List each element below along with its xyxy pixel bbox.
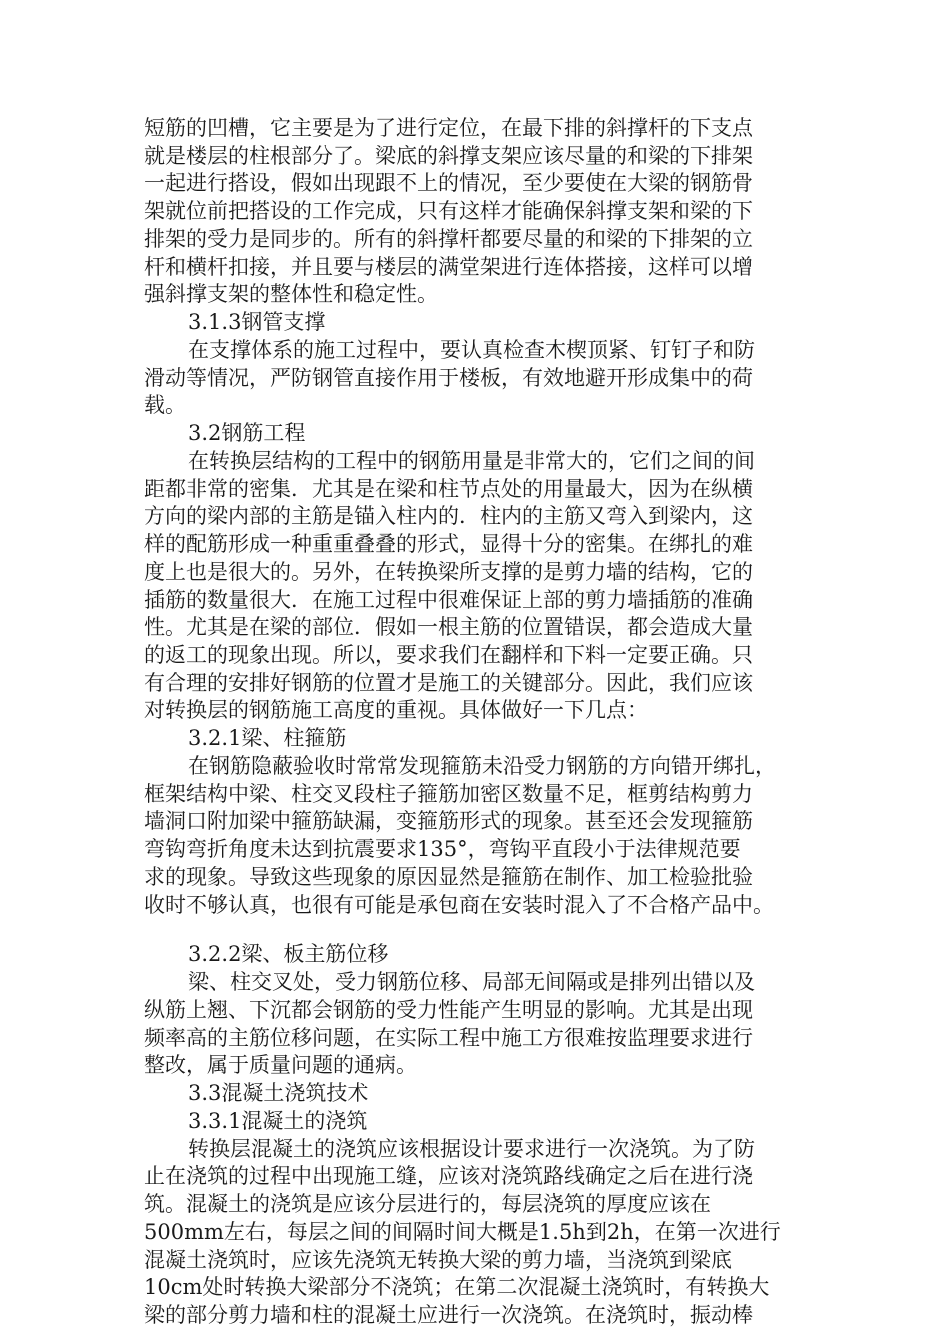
text-line: 强斜撑支架的整体性和稳定性。 bbox=[144, 282, 438, 306]
text-line: 墙洞口附加梁中箍筋缺漏，变箍筋形式的现象。甚至还会发现箍筋 bbox=[144, 809, 753, 833]
text-line: 度上也是很大的。另外，在转换梁所支撑的是剪力墙的结构，它的 bbox=[144, 560, 753, 584]
text-line: 混凝土浇筑时，应该先浇筑无转换大梁的剪力墙，当浇筑到梁底 bbox=[144, 1248, 732, 1272]
text-line: 频率高的主筋位移问题，在实际工程中施工方很难按监理要求进行 bbox=[144, 1026, 753, 1050]
text-line: 止在浇筑的过程中出现施工缝，应该对浇筑路线确定之后在进行浇 bbox=[144, 1164, 753, 1188]
paragraph-first-line: 在钢筋隐蔽验收时常常发现箍筋未沿受力钢筋的方向错开绑扎， bbox=[188, 754, 776, 778]
text-line: 插筋的数量很大．在施工过程中很难保证上部的剪力墙插筋的准确 bbox=[144, 588, 753, 612]
section-heading: 3.2钢筋工程 bbox=[188, 421, 306, 445]
text-line: 筑。混凝土的浇筑是应该分层进行的，每层浇筑的厚度应该在 bbox=[144, 1192, 711, 1216]
text-line: 就是楼层的柱根部分了。梁底的斜撑支架应该尽量的和梁的下排架 bbox=[144, 144, 753, 168]
text-line: 求的现象。导致这些现象的原因显然是箍筋在制作、加工检验批验 bbox=[144, 865, 753, 889]
text-line: 方向的梁内部的主筋是锚入柱内的．柱内的主筋又弯入到梁内，这 bbox=[144, 504, 753, 528]
text-line: 弯钩弯折角度未达到抗震要求135°，弯钩平直段小于法律规范要 bbox=[144, 837, 741, 861]
text-line: 载。 bbox=[144, 393, 186, 417]
text-line: 一起进行搭设，假如出现跟不上的情况，至少要使在大梁的钢筋骨 bbox=[144, 171, 753, 195]
section-heading: 3.3混凝土浇筑技术 bbox=[188, 1081, 369, 1105]
text-line: 收时不够认真，也很有可能是承包商在安装时混入了不合格产品中。 bbox=[144, 893, 774, 917]
text-line: 距都非常的密集．尤其是在梁和柱节点处的用量最大，因为在纵横 bbox=[144, 477, 753, 501]
text-line: 梁的部分剪力墙和柱的混凝土应进行一次浇筑。在浇筑时，振动棒 bbox=[144, 1303, 753, 1327]
paragraph-first-line: 梁、柱交叉处，受力钢筋位移、局部无间隔或是排列出错以及 bbox=[188, 970, 755, 994]
text-line: 短筋的凹槽，它主要是为了进行定位，在最下排的斜撑杆的下支点 bbox=[144, 116, 753, 140]
text-line: 杆和横杆扣接，并且要与楼层的满堂架进行连体搭接，这样可以增 bbox=[144, 255, 753, 279]
text-line: 纵筋上翘、下沉都会钢筋的受力性能产生明显的影响。尤其是出现 bbox=[144, 998, 753, 1022]
paragraph-first-line: 在转换层结构的工程中的钢筋用量是非常大的，它们之间的间 bbox=[188, 449, 755, 473]
text-line: 排架的受力是同步的。所有的斜撑杆都要尽量的和梁的下排架的立 bbox=[144, 227, 753, 251]
text-line: 框架结构中梁、柱交叉段柱子箍筋加密区数量不足，框剪结构剪力 bbox=[144, 782, 753, 806]
text-line: 有合理的安排好钢筋的位置才是施工的关键部分。因此，我们应该 bbox=[144, 671, 753, 695]
text-line: 对转换层的钢筋施工高度的重视。具体做好一下几点： bbox=[144, 698, 648, 722]
text-line: 500mm左右，每层之间的间隔时间大概是1.5h到2h，在第一次进行 bbox=[144, 1220, 781, 1244]
text-line: 架就位前把搭设的工作完成，只有这样才能确保斜撑支架和梁的下 bbox=[144, 199, 753, 223]
section-heading: 3.2.1梁、柱箍筋 bbox=[188, 726, 347, 750]
section-heading: 3.2.2梁、板主筋位移 bbox=[188, 942, 389, 966]
section-heading: 3.3.1混凝土的浇筑 bbox=[188, 1109, 368, 1133]
text-line: 的返工的现象出现。所以，要求我们在翻样和下料一定要正确。只 bbox=[144, 643, 753, 667]
text-line: 性。尤其是在梁的部位．假如一根主筋的位置错误，都会造成大量 bbox=[144, 615, 753, 639]
paragraph-first-line: 在支撑体系的施工过程中，要认真检查木楔顶紧、钉钉子和防 bbox=[188, 338, 755, 362]
text-line: 滑动等情况，严防钢管直接作用于楼板，有效地避开形成集中的荷 bbox=[144, 366, 753, 390]
text-line: 样的配筋形成一种重重叠叠的形式，显得十分的密集。在绑扎的难 bbox=[144, 532, 753, 556]
text-line: 整改，属于质量问题的通病。 bbox=[144, 1053, 417, 1077]
text-line: 10cm处时转换大梁部分不浇筑；在第二次混凝土浇筑时，有转换大 bbox=[144, 1275, 770, 1299]
section-heading: 3.1.3钢管支撑 bbox=[188, 310, 326, 334]
paragraph-first-line: 转换层混凝土的浇筑应该根据设计要求进行一次浇筑。为了防 bbox=[188, 1137, 755, 1161]
